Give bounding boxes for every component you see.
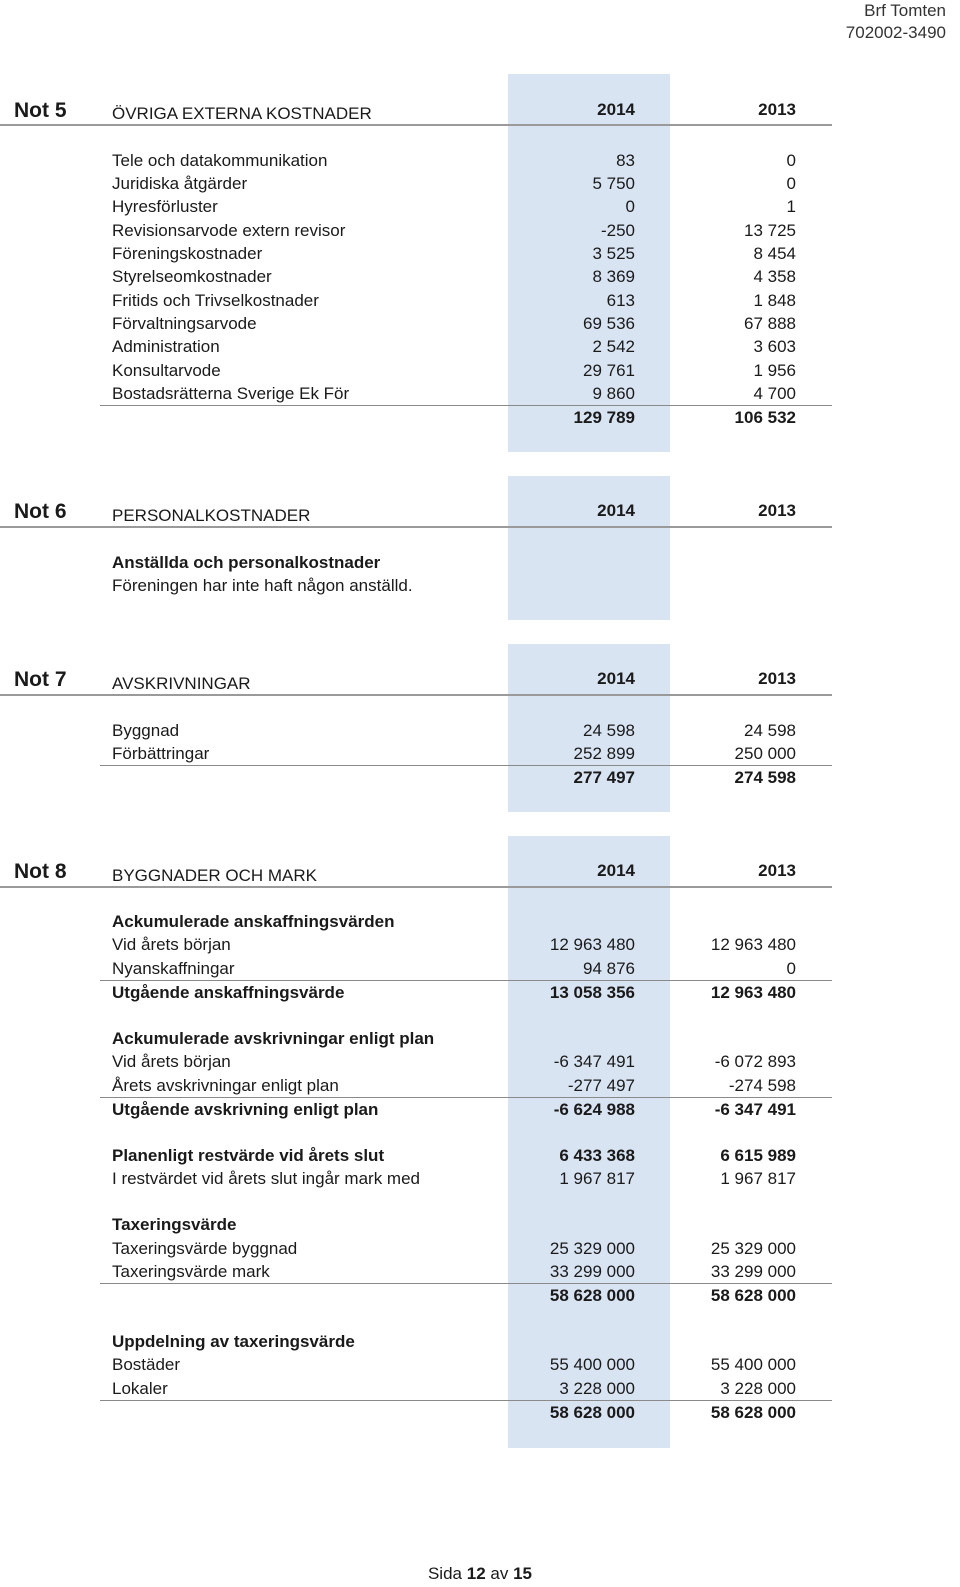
- note8-acq-total-2013: 12 963 480: [710, 983, 796, 1002]
- highlight-band-note6: [508, 476, 670, 620]
- note5-row-value-2013: 0: [786, 174, 796, 193]
- note5-row-value-2013: 4 700: [753, 384, 796, 403]
- note8-residual-2013: 6 615 989: [720, 1146, 796, 1165]
- note5-row-value-2013: 1 848: [753, 291, 796, 310]
- note5-row-label: Tele och datakommunikation: [112, 151, 328, 170]
- note5-row-label: Revisionsarvode extern revisor: [112, 221, 346, 240]
- note5-row-value-2013: 1: [786, 197, 796, 216]
- note8-split-row-label: Bostäder: [112, 1355, 181, 1374]
- note5-row-label: Fritids och Trivselkostnader: [112, 291, 319, 310]
- note8-acq-row-value-2013: 0: [786, 959, 796, 978]
- note5-total-rule: [100, 405, 832, 406]
- note8-label: Not 8: [14, 860, 67, 883]
- note8-acq-row-value-2014: 12 963 480: [549, 935, 635, 954]
- note5-row-value-2014: 69 536: [583, 314, 635, 333]
- note8-land-label: I restvärdet vid årets slut ingår mark med: [112, 1169, 421, 1188]
- note5-row-label: Bostadsrätterna Sverige Ek För: [112, 384, 350, 403]
- note5-row-value-2013: 67 888: [744, 314, 796, 333]
- organization-header: [846, 0, 946, 44]
- footer-prefix: Sida: [427, 1564, 462, 1583]
- note8-tax-row-label: Taxeringsvärde byggnad: [112, 1239, 298, 1258]
- note7-row-label: Byggnad: [112, 721, 180, 740]
- note7-title: AVSKRIVNINGAR: [112, 674, 251, 693]
- note5-row-value-2014: 3 525: [592, 244, 635, 263]
- note8-dep-total-label: Utgående avskrivning enligt plan: [112, 1100, 379, 1119]
- note5-title: ÖVRIGA EXTERNA KOSTNADER: [112, 104, 372, 123]
- note8-split-row-value-2013: 3 228 000: [720, 1379, 796, 1398]
- note8-split-row-label: Lokaler: [112, 1379, 168, 1398]
- note8-tax-total-2013: 58 628 000: [710, 1286, 796, 1305]
- page-footer: [0, 1563, 960, 1585]
- note8-acq-row-label: Vid årets början: [112, 935, 231, 954]
- note5-row-value-2014: 2 542: [592, 337, 635, 356]
- note8-dep-total-rule: [100, 1097, 832, 1098]
- note8-split-row-value-2013: 55 400 000: [710, 1355, 796, 1374]
- note8-acq-total-rule: [100, 980, 832, 981]
- note8-dep-row-label: Årets avskrivningar enligt plan: [112, 1076, 339, 1095]
- note5-row-value-2013: 1 956: [753, 361, 796, 380]
- note6-subheading: Anställda och personalkostnader: [112, 553, 381, 572]
- note5-row-value-2014: 613: [606, 291, 635, 310]
- note5-total-2013: 106 532: [734, 408, 796, 427]
- note8-dep-row-value-2013: -274 598: [728, 1076, 796, 1095]
- note6-year2: 2013: [758, 501, 796, 520]
- note8-dep-total-2014: -6 624 988: [553, 1100, 635, 1119]
- note8-acq-total-label: Utgående anskaffningsvärde: [112, 983, 345, 1002]
- note8-split-row-value-2014: 55 400 000: [549, 1355, 635, 1374]
- note5-row-value-2013: 0: [786, 151, 796, 170]
- note7-total-2013: 274 598: [734, 768, 796, 787]
- note8-dep-heading: Ackumulerade avskrivningar enligt plan: [112, 1029, 435, 1048]
- note6-header-rule: [0, 526, 832, 528]
- note8-header-rule: [0, 886, 832, 888]
- note5-row-value-2014: 9 860: [592, 384, 635, 403]
- note7-row-label: Förbättringar: [112, 744, 210, 763]
- note8-tax-total-rule: [100, 1283, 832, 1284]
- note8-acq-heading: Ackumulerade anskaffningsvärden: [112, 912, 395, 931]
- note8-residual-label: Planenligt restvärde vid årets slut: [112, 1146, 385, 1165]
- note7-total-rule: [100, 765, 832, 766]
- note8-split-total-2014: 58 628 000: [549, 1403, 635, 1422]
- note5-row-value-2013: 13 725: [744, 221, 796, 240]
- note8-title: BYGGNADER OCH MARK: [112, 866, 317, 885]
- note5-row-value-2013: 3 603: [753, 337, 796, 356]
- note8-dep-row-value-2014: -6 347 491: [553, 1052, 635, 1071]
- note6-label: Not 6: [14, 500, 67, 523]
- note8-split-heading: Uppdelning av taxeringsvärde: [112, 1332, 355, 1351]
- note8-land-2014: 1 967 817: [559, 1169, 635, 1188]
- note8-residual-2014: 6 433 368: [559, 1146, 635, 1165]
- note8-tax-heading: Taxeringsvärde: [112, 1215, 237, 1234]
- note8-tax-row-label: Taxeringsvärde mark: [112, 1262, 270, 1281]
- note7-row-value-2014: 24 598: [583, 721, 635, 740]
- note5-row-value-2014: 8 369: [592, 267, 635, 286]
- note7-total-2014: 277 497: [573, 768, 635, 787]
- note8-split-total-rule: [100, 1400, 832, 1401]
- note5-row-value-2014: 0: [625, 197, 635, 216]
- note7-year2: 2013: [758, 669, 796, 688]
- note8-dep-row-value-2013: -6 072 893: [714, 1052, 796, 1071]
- note8-year1: 2014: [597, 861, 635, 880]
- note6-year1: 2014: [597, 501, 635, 520]
- note8-dep-row-label: Vid årets början: [112, 1052, 231, 1071]
- note8-acq-row-label: Nyanskaffningar: [112, 959, 235, 978]
- note8-tax-row-value-2014: 33 299 000: [549, 1262, 635, 1281]
- note8-dep-row-value-2014: -277 497: [567, 1076, 635, 1095]
- note8-dep-total-2013: -6 347 491: [714, 1100, 796, 1119]
- note5-total-2014: 129 789: [573, 408, 635, 427]
- note6-title: PERSONALKOSTNADER: [112, 506, 311, 525]
- note5-row-value-2014: 5 750: [592, 174, 635, 193]
- footer-page-number: 12: [466, 1564, 486, 1583]
- note5-row-label: Hyresförluster: [112, 197, 218, 216]
- note6-text: Föreningen har inte haft någon anställd.: [112, 576, 413, 595]
- note7-year1: 2014: [597, 669, 635, 688]
- note7-header-rule: [0, 694, 832, 696]
- note5-year1: 2014: [597, 100, 635, 119]
- footer-page-total: 15: [513, 1564, 533, 1583]
- org-number: 702002-3490: [845, 23, 946, 42]
- note8-split-row-value-2014: 3 228 000: [559, 1379, 635, 1398]
- note5-row-label: Förvaltningsarvode: [112, 314, 257, 333]
- note5-row-label: Föreningskostnader: [112, 244, 263, 263]
- note5-row-value-2013: 4 358: [753, 267, 796, 286]
- org-name: Brf Tomten: [864, 1, 946, 20]
- note8-split-total-2013: 58 628 000: [710, 1403, 796, 1422]
- note7-row-value-2013: 24 598: [744, 721, 796, 740]
- note5-row-value-2014: 29 761: [583, 361, 635, 380]
- note5-row-label: Styrelseomkostnader: [112, 267, 272, 286]
- note8-acq-row-value-2013: 12 963 480: [710, 935, 796, 954]
- note5-header-rule: [0, 124, 832, 126]
- note8-tax-row-value-2013: 25 329 000: [710, 1239, 796, 1258]
- note8-acq-total-2014: 13 058 356: [549, 983, 635, 1002]
- note8-year2: 2013: [758, 861, 796, 880]
- note5-year2: 2013: [758, 100, 796, 119]
- note7-label: Not 7: [14, 668, 67, 691]
- note5-row-label: Administration: [112, 337, 220, 356]
- footer-middle: av: [490, 1564, 509, 1583]
- note7-row-value-2013: 250 000: [734, 744, 796, 763]
- note5-row-label: Juridiska åtgärder: [112, 174, 248, 193]
- note5-row-value-2013: 8 454: [753, 244, 796, 263]
- note8-tax-total-2014: 58 628 000: [549, 1286, 635, 1305]
- note5-row-value-2014: -250: [600, 221, 635, 240]
- note8-land-2013: 1 967 817: [720, 1169, 796, 1188]
- note8-tax-row-value-2013: 33 299 000: [710, 1262, 796, 1281]
- note8-acq-row-value-2014: 94 876: [583, 959, 635, 978]
- highlight-band-note5: [508, 74, 670, 452]
- note5-row-label: Konsultarvode: [112, 361, 221, 380]
- note7-row-value-2014: 252 899: [573, 744, 635, 763]
- note8-tax-row-value-2014: 25 329 000: [549, 1239, 635, 1258]
- note5-row-value-2014: 83: [616, 151, 635, 170]
- note5-label: Not 5: [14, 99, 67, 122]
